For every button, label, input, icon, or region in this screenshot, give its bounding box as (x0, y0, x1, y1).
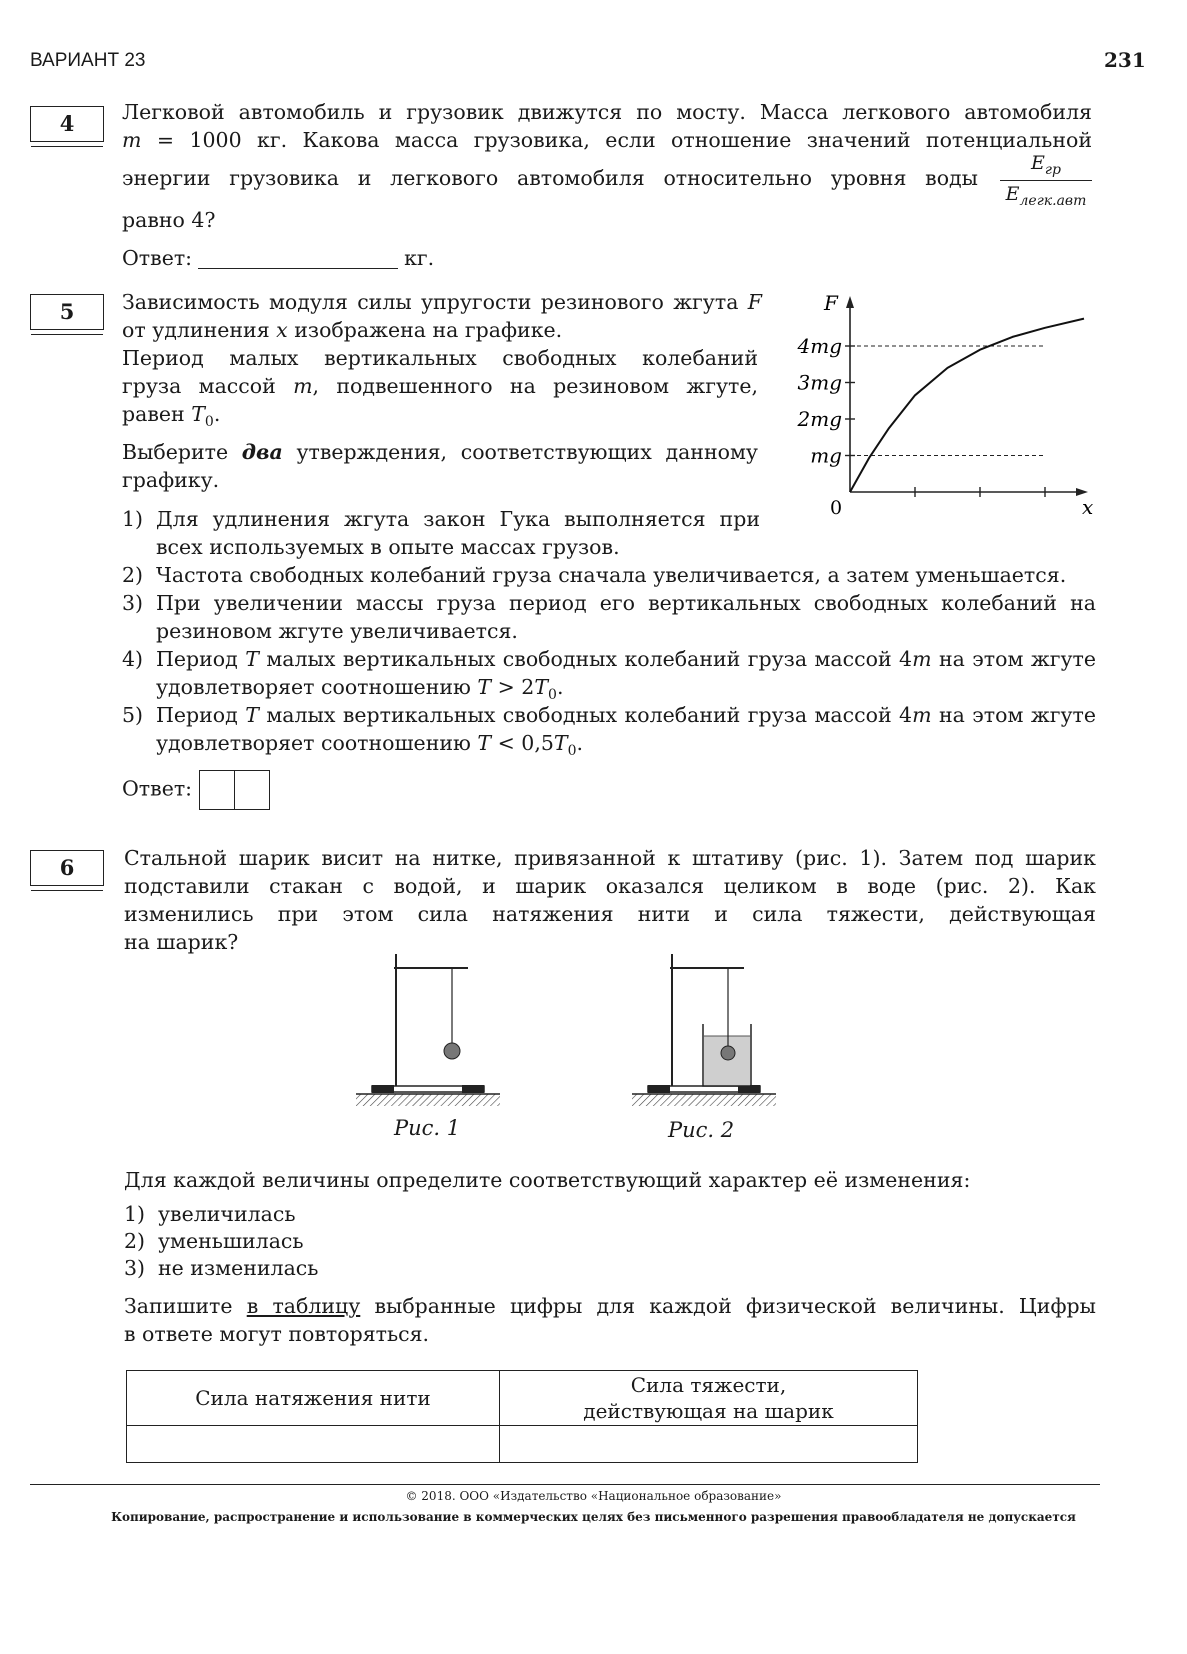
footer-rule (30, 1484, 1100, 1485)
y-axis-label: F (824, 291, 838, 315)
footer-notice: Копирование, распространение и использование в коммерческих целях без письменного разрешения правообладателя не допускается (111, 1510, 1076, 1524)
force-extension-chart (780, 288, 1100, 520)
q6-choice-2: 2) уменьшилась (124, 1229, 304, 1253)
x-axis-label: x (1082, 495, 1094, 519)
force-curve (850, 319, 1084, 492)
q5-answer-row: Ответ: (122, 770, 270, 810)
q6-line-1: Стальной шарик висит на нитке, привязанной к штативу (рис. 1). Затем под шарик (124, 846, 1096, 870)
q5-answer-cell-2[interactable] (235, 770, 270, 810)
variant-header: ВАРИАНТ 23 (30, 50, 146, 71)
ground-hatch (632, 1094, 776, 1106)
q5-choose-line: Выберите два утверждения, соответствующих данному (122, 440, 758, 464)
q5-line-5: равен $T_0$. (122, 402, 221, 430)
q5-answer-cell-1[interactable] (199, 770, 235, 810)
q6-line-2: подставили стакан с водой, и шарик оказался целиком в воде (рис. 2). Как (124, 874, 1096, 898)
y-tick-label: 4mg (797, 334, 842, 358)
question-4-number: 4 (30, 106, 104, 142)
q6-answer-table (126, 1370, 918, 1463)
question-6-number: 6 (30, 850, 104, 886)
y-tick-label: 3mg (797, 370, 842, 395)
q5-line-2: от удлинения x изображена на графике. (122, 318, 563, 342)
q5-option-5: 5) Период T малых вертикальных свободных колебаний груза массой 4m на этом жгуте удовлетворяет соотношению $T < 0,5T_0$. (122, 703, 1096, 759)
q6-write-line-2: в ответе могут повторяться. (124, 1322, 430, 1346)
q6-instruction: Для каждой величины определите соответствующий характер её изменения: (124, 1168, 971, 1192)
figure-1-caption: Рис. 1 (394, 1116, 461, 1140)
figure-2-caption: Рис. 2 (668, 1118, 735, 1142)
ground-hatch (356, 1094, 500, 1106)
q6-line-3: изменились при этом сила натяжения нити и сила тяжести, действующая (124, 902, 1096, 926)
question-5-number: 5 (30, 294, 104, 330)
q4-line-3: энергии грузовика и легкового автомобиля относительно уровня воды (122, 166, 978, 190)
q4-line-4: равно 4? (122, 208, 216, 232)
q5-line-4: груза массой m, подвешенного на резиновом жгуте, (122, 374, 758, 398)
energy-ratio-fraction: $E_{гр}$ $E_{легк.авт}$ (1000, 152, 1092, 209)
water (704, 1036, 750, 1086)
page-number: 231 (1104, 48, 1146, 72)
q5-option-1: 1) Для удлинения жгута закон Гука выполняется при всех используемых в опыте массах грузов. (122, 507, 760, 559)
q5-option-4: 4) Период T малых вертикальных свободных колебаний груза массой 4m на этом жгуте удовлетворяет соотношению $T > 2T_0$. (122, 647, 1096, 703)
origin-label: 0 (830, 497, 843, 519)
steel-ball (721, 1046, 735, 1060)
table-header-tension: Сила натяжения нити (127, 1371, 500, 1426)
table-answer-tension[interactable] (127, 1426, 500, 1463)
q5-choose-line-2: графику. (122, 468, 220, 492)
table-answer-gravity[interactable] (500, 1426, 918, 1463)
q4-line-1: Легковой автомобиль и грузовик движутся по мосту. Масса легкового автомобиля (122, 100, 1092, 124)
steel-ball (444, 1043, 460, 1059)
q6-write-line-1: Запишите в таблицу выбранные цифры для каждой физической величины. Цифры (124, 1294, 1096, 1318)
y-tick-label: 2mg (797, 407, 842, 431)
figure-1-pendulum (354, 952, 504, 1112)
q6-choice-1: 1) увеличилась (124, 1202, 296, 1226)
footer-copyright: © 2018. ООО «Издательство «Национальное образование» (405, 1489, 782, 1503)
q6-choice-3: 3) не изменилась (124, 1256, 319, 1280)
q6-line-4: на шарик? (124, 930, 239, 954)
y-axis-arrow (846, 296, 854, 308)
figure-2-pendulum-in-water (630, 952, 780, 1112)
q4-answer-field[interactable] (198, 248, 398, 269)
q5-line-1: Зависимость модуля силы упругости резинового жгута F (122, 290, 762, 314)
table-header-gravity: Сила тяжести, действующая на шарик (500, 1371, 918, 1426)
q5-option-3: 3) При увеличении массы груза период его вертикальных свободных колебаний на резиновом жгуте увеличивается. (122, 591, 1096, 643)
q5-line-3: Период малых вертикальных свободных колебаний (122, 346, 758, 370)
q4-line-2: m = 1000 кг. Какова масса грузовика, если отношение значений потенциальной (122, 128, 1092, 152)
q4-answer-row: Ответ: кг. (122, 246, 435, 270)
y-tick-label: mg (810, 443, 842, 468)
q5-option-2: 2) Частота свободных колебаний груза сначала увеличивается, а затем уменьшается. (122, 563, 1067, 587)
